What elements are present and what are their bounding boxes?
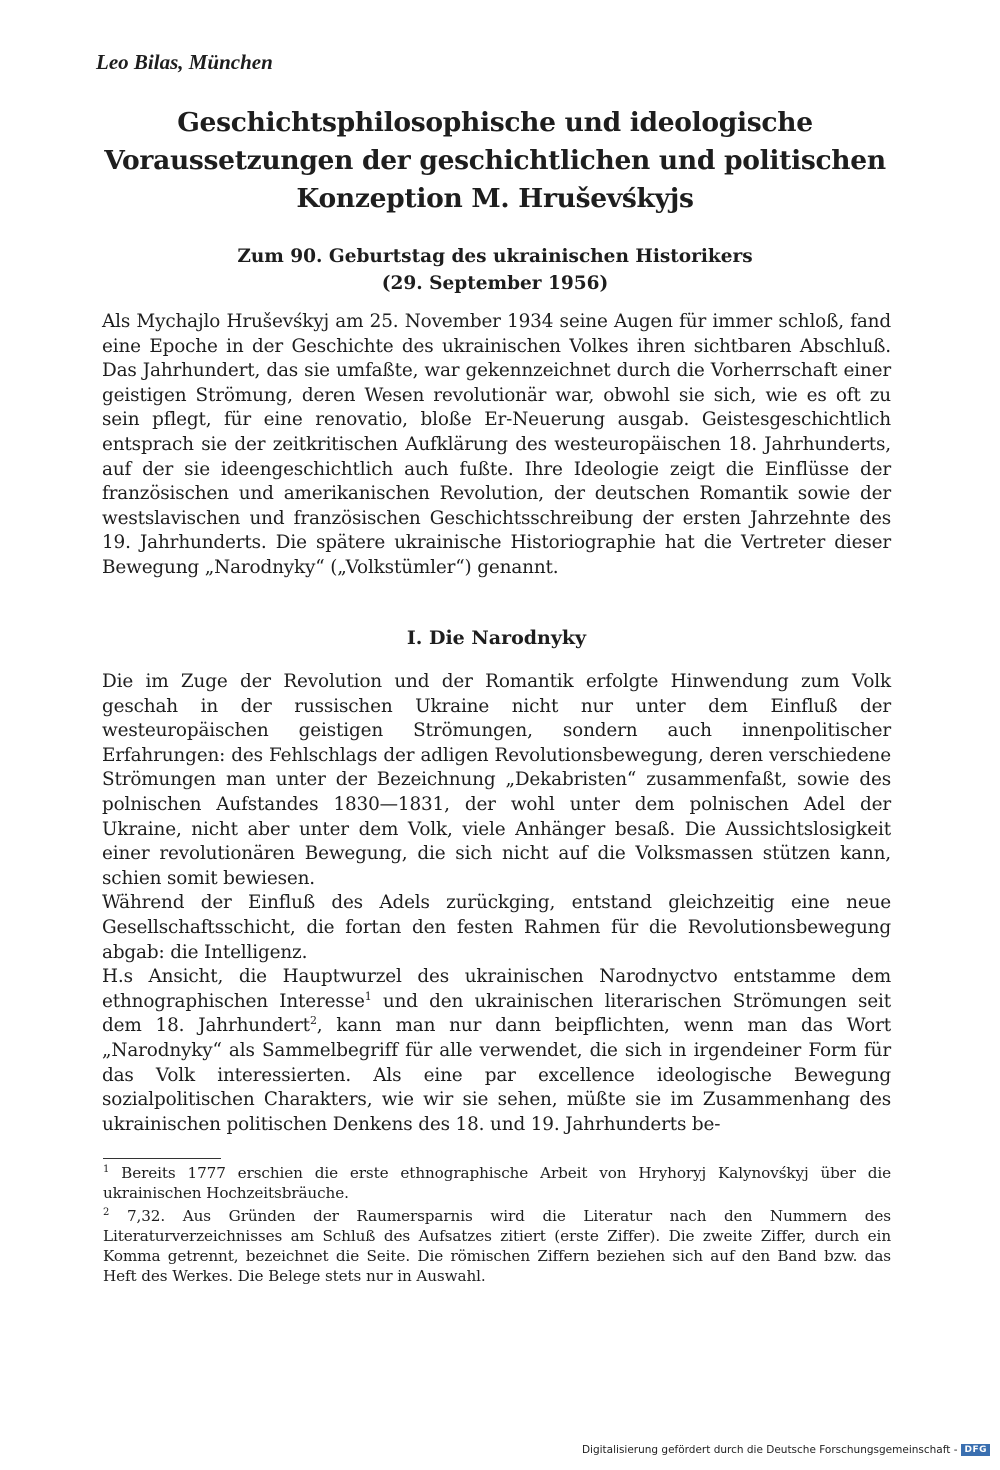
author-line: Leo Bilas, München bbox=[96, 50, 273, 74]
footnote-2-text: 7,32. Aus Gründen der Raumersparnis wird die Literatur nach den Nummern des Literaturverzeichnisses am Schluß des Aufsatzes zitiert (erste Ziffer). Die zweite Ziffer, durch ein Komma getrennt, bezeichnet die Seite. Die römischen Ziffern beziehen sich auf den Band bzw. das Heft des Werkes. Die Belege stets nur in Auswahl. bbox=[103, 1207, 891, 1285]
subtitle-line-2: (29. September 1956) bbox=[381, 273, 609, 294]
section-heading: I. Die Narodnyky bbox=[406, 627, 587, 649]
paragraph-3-part-a: H.s Ansicht, die Hauptwurzel des ukrainischen Narodnyctvo entstamme dem ethnographischen Interesse bbox=[102, 966, 891, 1012]
subtitle-line-1: Zum 90. Geburtstag des ukrainischen Historikers bbox=[237, 246, 753, 267]
intro-section bbox=[102, 310, 891, 581]
dfg-credit bbox=[582, 1441, 990, 1459]
section-body bbox=[102, 670, 891, 1137]
footnote-divider bbox=[103, 1158, 221, 1159]
footnote-1-mark: 1 bbox=[103, 1164, 110, 1175]
article-subtitle bbox=[80, 243, 910, 297]
paragraph-3-part-b: und den ukrainischen literarischen Strömungen seit dem 18. Jahrhundert bbox=[102, 990, 892, 1037]
article-title bbox=[60, 104, 930, 218]
footnote-2-mark: 2 bbox=[103, 1207, 110, 1219]
footnote-ref-1[interactable]: 1 bbox=[364, 989, 372, 1003]
footnote-1-text: Bereits 1777 erschien die erste ethnographische Arbeit von Hryhoryj Kalynovśkyj über die ukrainischen Hochzeitsbräuche. bbox=[103, 1164, 891, 1202]
intro-paragraph: Als Mychajlo Hruševśkyj am 25. November 1934 seine Augen für immer schloß, fand eine Epoche in der Geschichte des ukrainischen Volkes ihren sichtbaren Abschluß. Das Jahrhundert, das sie umfaßte, war gekennzeichnet durch die Vorherrschaft einer geistigen Strömung, deren Wesen revolutionär war, obwohl sie sich, wie es oft zu sein pflegt, für eine renovatio, bloße Er-Neuerung ausgab. Geistesgeschichtlich entsprach sie der zeitkritischen Aufklärung des westeuropäischen 18. Jahrhunderts, auf der sie ideengeschichtlich auch fußte. Ihre Ideologie zeigt die Einflüsse der französischen und amerikanischen Revolution, der deutschen Romantik sowie der westslavischen und französischen Geschichtsschreibung der ersten Jahrzehnte des 19. Jahrhunderts. Die spätere ukrainische Historiographie hat die Vertreter dieser Bewegung „Narodnyky“ („Volkstümler“) genannt. bbox=[102, 311, 891, 578]
paragraph-3-part-c: , kann man nur dann beipflichten, wenn man das Wort „Narodnyky“ als Sammelbegriff für alle verwendet, die sich in irgendeiner Form für das Volk interessierten. Als eine par excellence ideologische Bewegung sozialpolitischen Charakters, wie wir sie sehen, müßte sie im Zusammenhang des ukrainischen politischen Denkens des 18. und 19. Jahrhunderts be- bbox=[102, 1015, 891, 1135]
section-paragraph-2: Während der Einfluß des Adels zurückging, entstand gleichzeitig eine neue Gesellschaftsschicht, die fortan den festen Rahmen für die Revolutionsbewegung abgab: die Intelligenz. bbox=[102, 892, 891, 963]
title-line-2: Voraussetzungen der geschichtlichen und politischen bbox=[104, 145, 886, 176]
section-paragraph-3 bbox=[102, 965, 891, 1137]
footnote-2 bbox=[103, 1203, 891, 1286]
title-line-1: Geschichtsphilosophische und ideologische bbox=[177, 107, 813, 138]
dfg-credit-text: Digitalisierung gefördert durch die Deutsche Forschungsgemeinschaft - bbox=[581, 1444, 958, 1456]
footnote-1 bbox=[103, 1160, 891, 1203]
title-line-3: Konzeption M. Hruševśkyjs bbox=[296, 183, 694, 214]
section-paragraph-1: Die im Zuge der Revolution und der Romantik erfolgte Hinwendung zum Volk geschah in der russischen Ukraine nicht nur unter dem Einfluß der westeuropäischen geistigen Strömungen, sondern auch innenpolitischer Erfahrungen: des Fehlschlags der adligen Revolutionsbewegung, deren verschiedene Strömungen man unter der Bezeichnung „Dekabristen“ zusammenfaßt, sowie des polnischen Aufstandes 1830—1831, der wohl unter dem polnischen Adel der Ukraine, nicht aber unter dem Volk, viele Anhänger besaß. Die Aussichtslosigkeit einer revolutionären Bewegung, die sich nicht auf die Volksmassen stützen kann, schien somit bewiesen. bbox=[102, 671, 891, 889]
dfg-logo-icon: DFG bbox=[961, 1444, 990, 1456]
footnote-ref-2[interactable]: 2 bbox=[309, 1014, 317, 1028]
footnotes bbox=[103, 1160, 891, 1286]
